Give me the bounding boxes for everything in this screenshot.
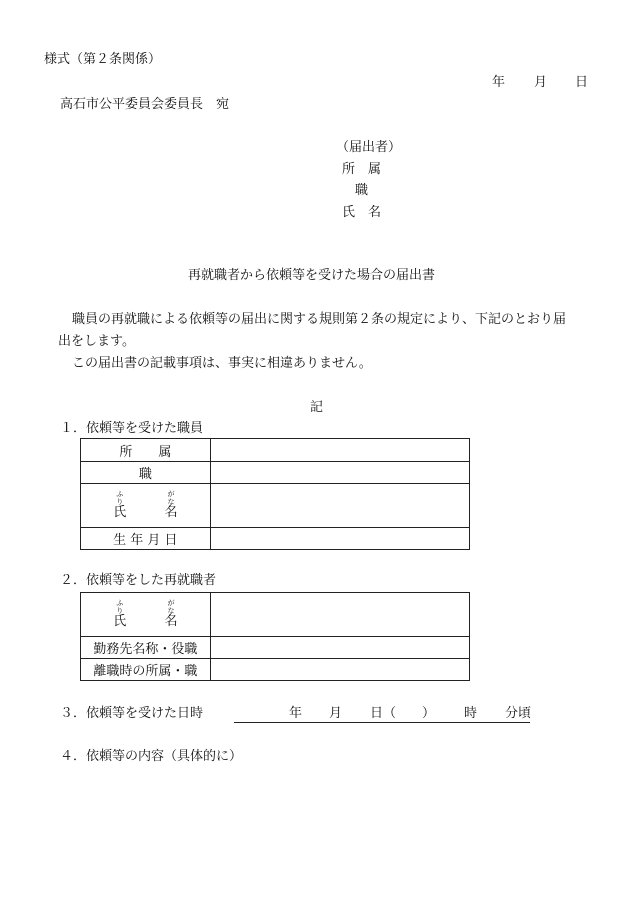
s1-name-value[interactable] bbox=[210, 484, 469, 528]
s3-minute-label: 分頃 bbox=[505, 706, 532, 721]
addressee: 高石市公平委員会委員長 宛 bbox=[60, 97, 230, 112]
form-id: 様式（第２条関係） bbox=[44, 52, 162, 67]
date-month-label: 月 bbox=[534, 75, 548, 90]
notifier-heading: （届出者） bbox=[336, 140, 402, 155]
s3-month-label: 月 bbox=[329, 706, 343, 721]
s1-birthdate-label: 生 年 月 日 bbox=[81, 528, 211, 550]
body-paragraph-2: この届出書の記載事項は、事実に相違ありません。 bbox=[72, 356, 372, 371]
s2-employer-value[interactable] bbox=[210, 637, 469, 659]
s1-position-label: 職 bbox=[81, 462, 211, 484]
s1-name-char-1: ふり 氏 bbox=[113, 490, 127, 520]
s2-name-char-1: ふり 氏 bbox=[113, 599, 127, 629]
s3-hour-label: 時 bbox=[464, 706, 478, 721]
s1-name-label bbox=[81, 484, 211, 528]
date-year-label: 年 bbox=[492, 75, 506, 90]
s1-birthdate-value[interactable] bbox=[210, 528, 469, 550]
s2-former-post-value[interactable] bbox=[210, 659, 469, 681]
ki-marker: 記 bbox=[310, 400, 324, 415]
s2-name-label bbox=[81, 593, 211, 637]
notifier-position-label: 職 bbox=[355, 183, 369, 198]
s1-affiliation-value[interactable] bbox=[210, 439, 469, 462]
date-day-label: 日 bbox=[575, 75, 589, 90]
body-paragraph-1-line-2: 出をします。 bbox=[58, 334, 135, 349]
notifier-name-label: 氏 名 bbox=[342, 205, 382, 220]
document-title: 再就職者から依頼等を受けた場合の届出書 bbox=[188, 268, 436, 283]
section-1-heading: １．依頼等を受けた職員 bbox=[60, 421, 204, 436]
s3-year-label: 年 bbox=[289, 706, 303, 721]
section-2-heading: ２．依頼等をした再就職者 bbox=[60, 573, 217, 588]
s2-employer-label: 勤務先名称・役職 bbox=[81, 637, 211, 659]
s1-affiliation-label: 所 属 bbox=[81, 439, 211, 462]
s1-name-char-2: がな 名 bbox=[164, 490, 178, 520]
s3-weekday-close: ） bbox=[422, 706, 436, 721]
section-2-table bbox=[80, 592, 470, 681]
notifier-affiliation-label: 所 属 bbox=[342, 162, 382, 177]
s2-name-char-2: がな 名 bbox=[164, 599, 178, 629]
s2-name-value[interactable] bbox=[210, 593, 469, 637]
section-4-heading: ４．依頼等の内容（具体的に） bbox=[60, 749, 243, 764]
s2-former-post-label: 離職時の所属・職 bbox=[81, 659, 211, 681]
body-paragraph-1-line-1: 職員の再就職による依頼等の届出に関する規則第２条の規定により、下記のとおり届 bbox=[72, 312, 567, 327]
section-3-heading: ３．依頼等を受けた日時 bbox=[60, 706, 204, 721]
s1-position-value[interactable] bbox=[210, 462, 469, 484]
section-1-table bbox=[80, 438, 470, 550]
s3-date-underline[interactable] bbox=[234, 722, 530, 723]
s3-day-label: 日（ bbox=[370, 706, 397, 721]
